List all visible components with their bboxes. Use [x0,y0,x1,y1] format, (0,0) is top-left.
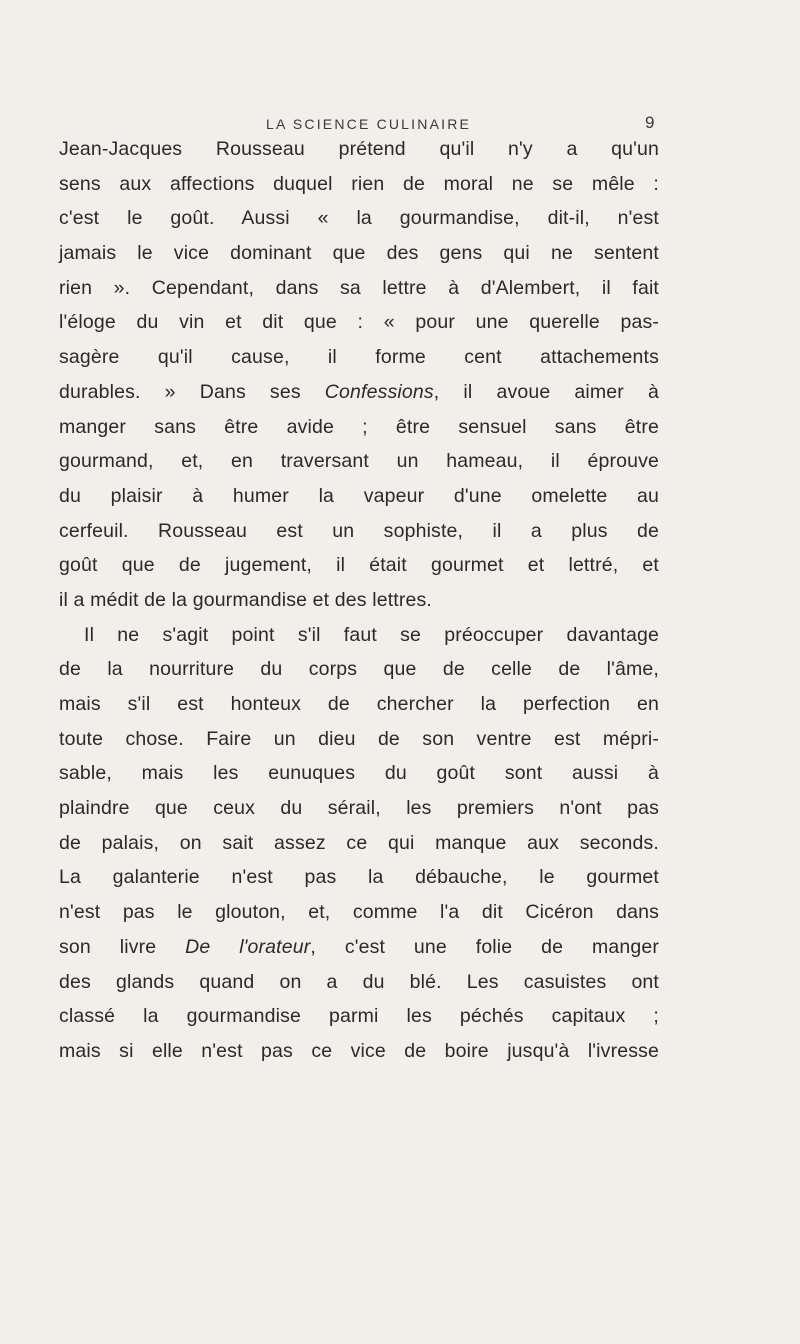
italic-title: Confessions [324,380,434,403]
text-line: sable, mais les eunuques du goût sont aussi à [59,762,659,785]
body-text [59,132,659,1069]
text-line: il a médit de la gourmandise et des lettres. [59,588,432,611]
text-line: cerfeuil. Rousseau est un sophiste, il a plus de [59,519,659,542]
running-head: LA SCIENCE CULINAIRE [266,116,472,132]
text-line: c'est le goût. Aussi « la gourmandise, dit-il, n'est [59,207,659,230]
text-line: mais si elle n'est pas ce vice de boire jusqu'à l'ivresse [59,1039,659,1062]
text-run: son livre [59,935,186,958]
text-run: , il avoue aimer à [433,380,659,403]
text-line: des glands quand on a du blé. Les casuistes ont [59,970,659,993]
text-line: l'éloge du vin et dit que : « pour une querelle pas- [59,311,659,334]
text-line: goût que de jugement, il était gourmet et lettré, et [59,554,659,577]
text-line: mais s'il est honteux de chercher la perfection en [59,693,659,715]
text-line: n'est pas le glouton, et, comme l'a dit Cicéron dans [59,901,659,924]
text-line: rien ». Cependant, dans sa lettre à d'Alembert, il fait [59,276,659,299]
text-line: La galanterie n'est pas la débauche, le gourmet [59,866,659,889]
text-run: , c'est une folie de manger [310,935,659,958]
text-run: durables. » Dans ses [59,380,325,403]
text-line: sagère qu'il cause, il forme cent attachements [59,346,659,369]
text-line [59,375,659,410]
text-line: du plaisir à humer la vapeur d'une omelette au [59,484,659,507]
text-line: Il ne s'agit point s'il faut se préoccuper davantage [84,623,659,646]
text-line: Jean-Jacques Rousseau prétend qu'il n'y a qu'un [59,138,659,160]
page-number: 9 [645,113,655,132]
text-line: jamais le vice dominant que des gens qui ne sentent [59,242,659,265]
text-line: plaindre que ceux du sérail, les premiers n'ont pas [59,797,659,820]
text-line: de la nourriture du corps que de celle de l'âme, [59,658,659,681]
text-line: de palais, on sait assez ce qui manque aux seconds. [59,831,659,854]
text-line: classé la gourmandise parmi les péchés capitaux ; [59,1005,659,1028]
text-line [59,930,659,965]
text-line: sens aux affections duquel rien de moral ne se mêle : [59,172,659,195]
text-line: gourmand, et, en traversant un hameau, il éprouve [59,450,659,473]
text-line: manger sans être avide ; être sensuel sans être [59,415,659,438]
italic-title: De l'orateur [185,935,311,958]
text-line: toute chose. Faire un dieu de son ventre est mépri- [59,727,659,750]
